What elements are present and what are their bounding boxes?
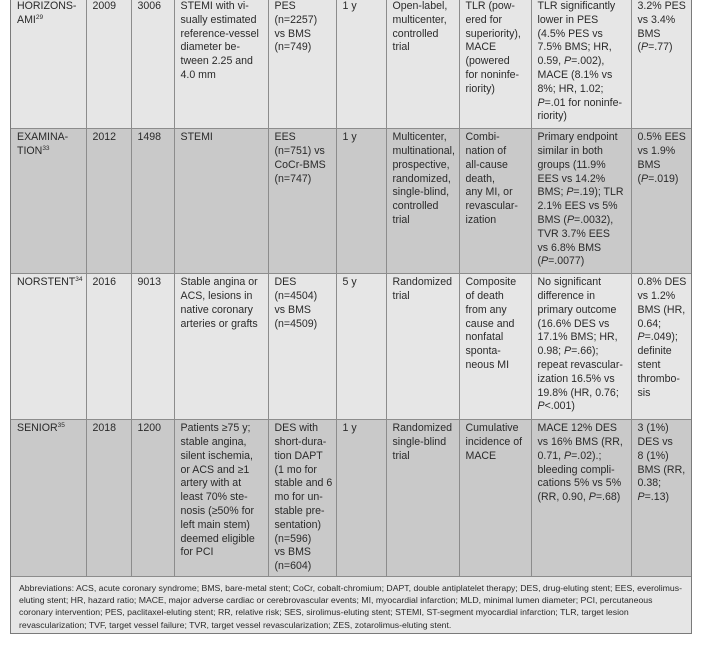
population: STEMI with vi- sually estimated reference-vessel diameter be- tween 2.25 and 4.0 mm <box>180 0 259 81</box>
trial-name: NORSTENT <box>17 276 76 289</box>
outcome: 3.2% PES vs 3.4% BMS (P=.77) <box>637 0 686 54</box>
year: 2012 <box>92 131 117 144</box>
year: 2018 <box>92 422 117 435</box>
reference-superscript: 29 <box>35 13 44 21</box>
endpoint: TLR (pow- ered for superiority), MACE (powered for noninfe- riority) <box>465 0 521 95</box>
arms: DES (n=4504) vs BMS (n=4509) <box>274 276 318 330</box>
design-cell <box>386 129 459 274</box>
trial-name-cell <box>11 0 86 129</box>
patient-count: 1200 <box>137 422 162 435</box>
table-row <box>11 274 691 420</box>
arms-cell <box>268 420 336 578</box>
arms: EES (n=751) vs CoCr-BMS (n=747) <box>274 131 326 185</box>
endpoint-cell <box>459 420 531 578</box>
followup: 1 y <box>342 0 357 12</box>
year: 2009 <box>92 0 117 12</box>
trial-table-frame <box>10 0 692 634</box>
followup-cell <box>336 129 386 274</box>
population: Stable angina or ACS, lesions in native coronary arteries or grafts <box>180 276 258 330</box>
endpoint-cell <box>459 0 531 129</box>
followup-cell <box>336 0 386 129</box>
outcome: 0.8% DES vs 1.2% BMS (HR, 0.64; P=.049); definite stent thrombo- sis <box>637 276 687 399</box>
patient-count: 1498 <box>137 131 162 144</box>
year-cell <box>86 274 131 420</box>
year: 2016 <box>92 276 117 289</box>
followup-cell <box>336 274 386 420</box>
followup: 5 y <box>342 276 357 289</box>
arms: PES (n=2257) vs BMS (n=749) <box>274 0 318 54</box>
trial-name: HORIZONS- AMI <box>17 0 77 26</box>
patients-cell <box>131 274 174 420</box>
followup: 1 y <box>342 422 357 435</box>
results-cell <box>531 274 631 420</box>
outcome: 0.5% EES vs 1.9% BMS (P=.019) <box>637 131 686 185</box>
arms-cell <box>268 129 336 274</box>
patients-cell <box>131 0 174 129</box>
design: Randomized single-blind trial <box>392 422 452 462</box>
outcome: 3 (1%) DES vs 8 (1%) BMS (RR, 0.38; P=.13) <box>637 422 686 504</box>
population-cell <box>174 274 268 420</box>
arms: DES with short-dura- tion DAPT (1 mo for stable and 6 mo for un- stable pre- sentation) (n=596) vs BMS (n=604) <box>274 422 333 573</box>
design-cell <box>386 0 459 129</box>
arms-cell <box>268 0 336 129</box>
outcome-cell <box>631 129 691 274</box>
endpoint-cell <box>459 129 531 274</box>
results-cell <box>531 129 631 274</box>
endpoint: Composite of death from any cause and nonfatal sponta- neous MI <box>465 276 517 371</box>
outcome-cell <box>631 420 691 578</box>
design: Randomized trial <box>392 276 452 302</box>
endpoint-cell <box>459 274 531 420</box>
design: Open-label, multicenter, controlled trial <box>392 0 448 54</box>
year-cell <box>86 129 131 274</box>
outcome-cell <box>631 0 691 129</box>
design-cell <box>386 420 459 578</box>
reference-superscript: 34 <box>75 276 83 284</box>
results: MACE 12% DES vs 16% BMS (RR, 0.71, P=.02).; bleeding compli- cations 5% vs 5% (RR, 0.90, P=.68) <box>537 422 623 504</box>
population: STEMI <box>180 131 213 144</box>
design-cell <box>386 274 459 420</box>
trial-name-cell <box>11 274 86 420</box>
results: TLR significantly lower in PES (4.5% PES vs 7.5% BMS; HR, 0.59, P=.002), MACE (8.1% vs 8%; HR, 1.02; P=.01 for noninfe- riority) <box>537 0 623 123</box>
stent-trials-table <box>11 0 691 578</box>
population-cell <box>174 129 268 274</box>
endpoint: Cumulative incidence of MACE <box>465 422 523 462</box>
table-row <box>11 129 691 274</box>
design: Multicenter, multinational, prospective, randomized, single-blind, controlled trial <box>392 131 455 226</box>
year-cell <box>86 0 131 129</box>
population-cell <box>174 420 268 578</box>
trial-name: SENIOR <box>17 422 58 435</box>
results: Primary endpoint similar in both groups (11.9% EES vs 14.2% BMS; P=.19); TLR 2.1% EES vs 5% BMS (P=.0032), TVR 3.7% EES vs 6.8% BMS (P=.0077) <box>537 131 624 268</box>
trial-name: EXAMINA- TION <box>17 131 69 157</box>
abbreviations-footnote: Abbreviations: ACS, acute coronary syndrome; BMS, bare-metal stent; CoCr, cobalt-chromium; DAPT, double antiplatelet therapy; DES, drug-eluting stent; EES, everolimus-eluting stent; HR, hazard ratio; MACE, major adverse cardiac or cerebrovascular events; MI, myocardial infarction; MLD, minimal lumen diameter; PCI, percutaneous coronary intervention; PES, paclitaxel-eluting stent; RR, relative risk; SES, sirolimus-eluting stent; STEMI, ST-segment myocardial infarction; TLR, target lesion revascularization; TVF, target vessel failure; TVR, target vessel revascularization; ZES, zotarolimus-eluting stent. <box>11 576 691 633</box>
followup: 1 y <box>342 131 357 144</box>
trial-name-cell <box>11 129 86 274</box>
results: No significant difference in primary outcome (16.6% DES vs 17.1% BMS; HR, 0.98; P=.66); repeat revascular- ization 16.5% vs 19.8% (HR, 0.76; P<.001) <box>537 276 623 413</box>
population: Patients ≥75 y; stable angina, silent ischemia, or ACS and ≥1 artery with at least 70% ste- nosis (≥50% for left main stem) deemed eligible for PCI <box>180 422 255 559</box>
arms-cell <box>268 274 336 420</box>
trial-name-cell <box>11 420 86 578</box>
patient-count: 3006 <box>137 0 162 12</box>
population-cell <box>174 0 268 129</box>
patient-count: 9013 <box>137 276 162 289</box>
results-cell <box>531 0 631 129</box>
patients-cell <box>131 420 174 578</box>
followup-cell <box>336 420 386 578</box>
patients-cell <box>131 129 174 274</box>
endpoint: Combi- nation of all-cause death, any MI, or revascular- ization <box>465 131 518 226</box>
outcome-cell <box>631 274 691 420</box>
reference-superscript: 33 <box>42 144 50 152</box>
table-row <box>11 420 691 578</box>
reference-superscript: 35 <box>57 422 65 430</box>
year-cell <box>86 420 131 578</box>
table-row <box>11 0 691 129</box>
results-cell <box>531 420 631 578</box>
